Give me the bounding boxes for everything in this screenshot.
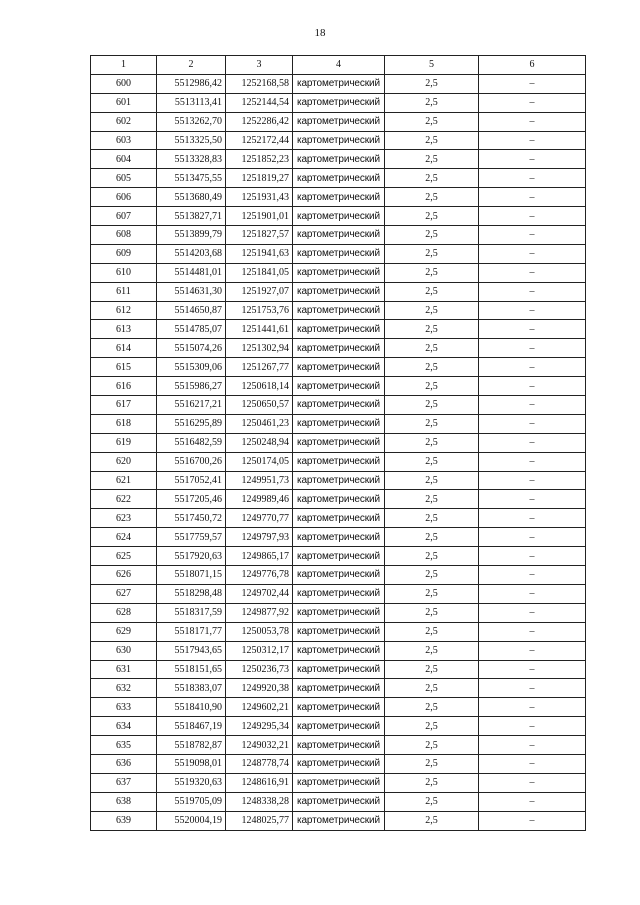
y-coordinate-cell: 1251753,76 <box>226 301 293 320</box>
x-coordinate-cell: 5514631,30 <box>157 282 226 301</box>
y-coordinate-cell: 1251901,01 <box>226 207 293 226</box>
point-number-cell: 627 <box>91 584 157 603</box>
table-row <box>91 339 586 358</box>
table-row <box>91 717 586 736</box>
accuracy-cell: 2,5 <box>385 244 479 263</box>
accuracy-cell: 2,5 <box>385 717 479 736</box>
method-cell: картометрический <box>293 244 385 263</box>
method-cell: картометрический <box>293 622 385 641</box>
table-row <box>91 471 586 490</box>
method-cell: картометрический <box>293 717 385 736</box>
table-row <box>91 547 586 566</box>
description-cell: – <box>479 698 586 717</box>
point-number-cell: 622 <box>91 490 157 509</box>
point-number-cell: 602 <box>91 112 157 131</box>
accuracy-cell: 2,5 <box>385 452 479 471</box>
x-coordinate-cell: 5514203,68 <box>157 244 226 263</box>
table-row <box>91 622 586 641</box>
accuracy-cell: 2,5 <box>385 282 479 301</box>
x-coordinate-cell: 5514650,87 <box>157 301 226 320</box>
y-coordinate-cell: 1250236,73 <box>226 660 293 679</box>
y-coordinate-cell: 1252144,54 <box>226 93 293 112</box>
column-header: 1 <box>91 56 157 75</box>
point-number-cell: 621 <box>91 471 157 490</box>
table-row <box>91 490 586 509</box>
table-row <box>91 112 586 131</box>
table-row <box>91 226 586 245</box>
y-coordinate-cell: 1251927,07 <box>226 282 293 301</box>
y-coordinate-cell: 1249032,21 <box>226 736 293 755</box>
description-cell: – <box>479 792 586 811</box>
method-cell: картометрический <box>293 490 385 509</box>
description-cell: – <box>479 433 586 452</box>
method-cell: картометрический <box>293 603 385 622</box>
y-coordinate-cell: 1249877,92 <box>226 603 293 622</box>
x-coordinate-cell: 5517450,72 <box>157 509 226 528</box>
column-header: 4 <box>293 56 385 75</box>
method-cell: картометрический <box>293 377 385 396</box>
method-cell: картометрический <box>293 811 385 830</box>
accuracy-cell: 2,5 <box>385 679 479 698</box>
description-cell: – <box>479 622 586 641</box>
description-cell: – <box>479 528 586 547</box>
y-coordinate-cell: 1248778,74 <box>226 754 293 773</box>
description-cell: – <box>479 320 586 339</box>
y-coordinate-cell: 1251302,94 <box>226 339 293 358</box>
accuracy-cell: 2,5 <box>385 339 479 358</box>
point-number-cell: 638 <box>91 792 157 811</box>
table-row <box>91 188 586 207</box>
accuracy-cell: 2,5 <box>385 131 479 150</box>
y-coordinate-cell: 1248616,91 <box>226 773 293 792</box>
table-row <box>91 660 586 679</box>
accuracy-cell: 2,5 <box>385 188 479 207</box>
point-number-cell: 617 <box>91 396 157 415</box>
x-coordinate-cell: 5517759,57 <box>157 528 226 547</box>
method-cell: картометрический <box>293 509 385 528</box>
y-coordinate-cell: 1249702,44 <box>226 584 293 603</box>
description-cell: – <box>479 131 586 150</box>
table-row <box>91 282 586 301</box>
table-row <box>91 263 586 282</box>
description-cell: – <box>479 717 586 736</box>
point-number-cell: 623 <box>91 509 157 528</box>
table-header-row <box>91 56 586 75</box>
point-number-cell: 600 <box>91 74 157 93</box>
y-coordinate-cell: 1251819,27 <box>226 169 293 188</box>
method-cell: картометрический <box>293 754 385 773</box>
table-row <box>91 773 586 792</box>
description-cell: – <box>479 736 586 755</box>
y-coordinate-cell: 1249951,73 <box>226 471 293 490</box>
description-cell: – <box>479 509 586 528</box>
description-cell: – <box>479 754 586 773</box>
point-number-cell: 614 <box>91 339 157 358</box>
method-cell: картометрический <box>293 112 385 131</box>
method-cell: картометрический <box>293 773 385 792</box>
y-coordinate-cell: 1251941,63 <box>226 244 293 263</box>
y-coordinate-cell: 1251841,05 <box>226 263 293 282</box>
description-cell: – <box>479 490 586 509</box>
y-coordinate-cell: 1251827,57 <box>226 226 293 245</box>
x-coordinate-cell: 5518071,15 <box>157 566 226 585</box>
point-number-cell: 618 <box>91 414 157 433</box>
method-cell: картометрический <box>293 150 385 169</box>
description-cell: – <box>479 679 586 698</box>
table-row <box>91 301 586 320</box>
x-coordinate-cell: 5513475,55 <box>157 169 226 188</box>
table-row <box>91 698 586 717</box>
description-cell: – <box>479 207 586 226</box>
description-cell: – <box>479 282 586 301</box>
method-cell: картометрический <box>293 471 385 490</box>
point-number-cell: 615 <box>91 358 157 377</box>
x-coordinate-cell: 5518410,90 <box>157 698 226 717</box>
table-body <box>91 74 586 830</box>
y-coordinate-cell: 1249770,77 <box>226 509 293 528</box>
accuracy-cell: 2,5 <box>385 396 479 415</box>
point-number-cell: 605 <box>91 169 157 188</box>
point-number-cell: 636 <box>91 754 157 773</box>
accuracy-cell: 2,5 <box>385 622 479 641</box>
column-header: 5 <box>385 56 479 75</box>
method-cell: картометрический <box>293 452 385 471</box>
table-row <box>91 414 586 433</box>
method-cell: картометрический <box>293 566 385 585</box>
accuracy-cell: 2,5 <box>385 736 479 755</box>
y-coordinate-cell: 1250312,17 <box>226 641 293 660</box>
point-number-cell: 619 <box>91 433 157 452</box>
page-number: 18 <box>314 27 326 39</box>
point-number-cell: 603 <box>91 131 157 150</box>
table-row <box>91 150 586 169</box>
y-coordinate-cell: 1249602,21 <box>226 698 293 717</box>
description-cell: – <box>479 112 586 131</box>
x-coordinate-cell: 5514481,01 <box>157 263 226 282</box>
point-number-cell: 606 <box>91 188 157 207</box>
y-coordinate-cell: 1251267,77 <box>226 358 293 377</box>
table-row <box>91 641 586 660</box>
table-row <box>91 509 586 528</box>
table-row <box>91 320 586 339</box>
x-coordinate-cell: 5518383,07 <box>157 679 226 698</box>
accuracy-cell: 2,5 <box>385 301 479 320</box>
x-coordinate-cell: 5518298,48 <box>157 584 226 603</box>
description-cell: – <box>479 811 586 830</box>
description-cell: – <box>479 641 586 660</box>
y-coordinate-cell: 1252168,58 <box>226 74 293 93</box>
method-cell: картометрический <box>293 679 385 698</box>
method-cell: картометрический <box>293 414 385 433</box>
point-number-cell: 613 <box>91 320 157 339</box>
description-cell: – <box>479 414 586 433</box>
x-coordinate-cell: 5515986,27 <box>157 377 226 396</box>
x-coordinate-cell: 5518171,77 <box>157 622 226 641</box>
y-coordinate-cell: 1249865,17 <box>226 547 293 566</box>
accuracy-cell: 2,5 <box>385 584 479 603</box>
description-cell: – <box>479 660 586 679</box>
accuracy-cell: 2,5 <box>385 150 479 169</box>
accuracy-cell: 2,5 <box>385 207 479 226</box>
method-cell: картометрический <box>293 131 385 150</box>
method-cell: картометрический <box>293 226 385 245</box>
x-coordinate-cell: 5519320,63 <box>157 773 226 792</box>
y-coordinate-cell: 1251441,61 <box>226 320 293 339</box>
x-coordinate-cell: 5512986,42 <box>157 74 226 93</box>
method-cell: картометрический <box>293 207 385 226</box>
x-coordinate-cell: 5513325,50 <box>157 131 226 150</box>
table-row <box>91 452 586 471</box>
accuracy-cell: 2,5 <box>385 509 479 528</box>
x-coordinate-cell: 5513680,49 <box>157 188 226 207</box>
point-number-cell: 609 <box>91 244 157 263</box>
y-coordinate-cell: 1248025,77 <box>226 811 293 830</box>
x-coordinate-cell: 5513328,83 <box>157 150 226 169</box>
y-coordinate-cell: 1250618,14 <box>226 377 293 396</box>
method-cell: картометрический <box>293 169 385 188</box>
table-row <box>91 679 586 698</box>
point-number-cell: 610 <box>91 263 157 282</box>
accuracy-cell: 2,5 <box>385 93 479 112</box>
method-cell: картометрический <box>293 282 385 301</box>
column-header: 3 <box>226 56 293 75</box>
description-cell: – <box>479 188 586 207</box>
table-row <box>91 244 586 263</box>
point-number-cell: 634 <box>91 717 157 736</box>
table-row <box>91 358 586 377</box>
accuracy-cell: 2,5 <box>385 377 479 396</box>
y-coordinate-cell: 1250461,23 <box>226 414 293 433</box>
method-cell: картометрический <box>293 660 385 679</box>
y-coordinate-cell: 1251931,43 <box>226 188 293 207</box>
point-number-cell: 601 <box>91 93 157 112</box>
accuracy-cell: 2,5 <box>385 433 479 452</box>
description-cell: – <box>479 547 586 566</box>
accuracy-cell: 2,5 <box>385 320 479 339</box>
x-coordinate-cell: 5513899,79 <box>157 226 226 245</box>
coordinates-table <box>90 55 586 831</box>
table-row <box>91 377 586 396</box>
description-cell: – <box>479 603 586 622</box>
description-cell: – <box>479 566 586 585</box>
x-coordinate-cell: 5517052,41 <box>157 471 226 490</box>
point-number-cell: 612 <box>91 301 157 320</box>
x-coordinate-cell: 5515309,06 <box>157 358 226 377</box>
x-coordinate-cell: 5520004,19 <box>157 811 226 830</box>
accuracy-cell: 2,5 <box>385 490 479 509</box>
x-coordinate-cell: 5513113,41 <box>157 93 226 112</box>
table-row <box>91 603 586 622</box>
description-cell: – <box>479 339 586 358</box>
method-cell: картометрический <box>293 698 385 717</box>
y-coordinate-cell: 1250053,78 <box>226 622 293 641</box>
table-row <box>91 528 586 547</box>
accuracy-cell: 2,5 <box>385 603 479 622</box>
method-cell: картометрический <box>293 792 385 811</box>
y-coordinate-cell: 1249776,78 <box>226 566 293 585</box>
point-number-cell: 632 <box>91 679 157 698</box>
method-cell: картометрический <box>293 188 385 207</box>
point-number-cell: 624 <box>91 528 157 547</box>
accuracy-cell: 2,5 <box>385 792 479 811</box>
column-header: 2 <box>157 56 226 75</box>
y-coordinate-cell: 1249797,93 <box>226 528 293 547</box>
y-coordinate-cell: 1252286,42 <box>226 112 293 131</box>
point-number-cell: 626 <box>91 566 157 585</box>
method-cell: картометрический <box>293 320 385 339</box>
description-cell: – <box>479 471 586 490</box>
point-number-cell: 608 <box>91 226 157 245</box>
table-row <box>91 396 586 415</box>
accuracy-cell: 2,5 <box>385 566 479 585</box>
description-cell: – <box>479 263 586 282</box>
y-coordinate-cell: 1251852,23 <box>226 150 293 169</box>
point-number-cell: 629 <box>91 622 157 641</box>
description-cell: – <box>479 452 586 471</box>
table-row <box>91 169 586 188</box>
accuracy-cell: 2,5 <box>385 754 479 773</box>
point-number-cell: 604 <box>91 150 157 169</box>
accuracy-cell: 2,5 <box>385 358 479 377</box>
x-coordinate-cell: 5518151,65 <box>157 660 226 679</box>
table-row <box>91 93 586 112</box>
x-coordinate-cell: 5518317,59 <box>157 603 226 622</box>
y-coordinate-cell: 1249295,34 <box>226 717 293 736</box>
y-coordinate-cell: 1250174,05 <box>226 452 293 471</box>
accuracy-cell: 2,5 <box>385 414 479 433</box>
x-coordinate-cell: 5519098,01 <box>157 754 226 773</box>
description-cell: – <box>479 358 586 377</box>
accuracy-cell: 2,5 <box>385 74 479 93</box>
y-coordinate-cell: 1248338,28 <box>226 792 293 811</box>
point-number-cell: 628 <box>91 603 157 622</box>
point-number-cell: 625 <box>91 547 157 566</box>
accuracy-cell: 2,5 <box>385 263 479 282</box>
description-cell: – <box>479 396 586 415</box>
accuracy-cell: 2,5 <box>385 773 479 792</box>
point-number-cell: 631 <box>91 660 157 679</box>
method-cell: картометрический <box>293 641 385 660</box>
y-coordinate-cell: 1250248,94 <box>226 433 293 452</box>
x-coordinate-cell: 5519705,09 <box>157 792 226 811</box>
description-cell: – <box>479 244 586 263</box>
point-number-cell: 611 <box>91 282 157 301</box>
table-row <box>91 74 586 93</box>
x-coordinate-cell: 5515074,26 <box>157 339 226 358</box>
description-cell: – <box>479 150 586 169</box>
method-cell: картометрический <box>293 301 385 320</box>
x-coordinate-cell: 5516217,21 <box>157 396 226 415</box>
point-number-cell: 637 <box>91 773 157 792</box>
accuracy-cell: 2,5 <box>385 112 479 131</box>
accuracy-cell: 2,5 <box>385 226 479 245</box>
description-cell: – <box>479 226 586 245</box>
table-row <box>91 811 586 830</box>
description-cell: – <box>479 377 586 396</box>
point-number-cell: 630 <box>91 641 157 660</box>
point-number-cell: 639 <box>91 811 157 830</box>
x-coordinate-cell: 5517920,63 <box>157 547 226 566</box>
table-row <box>91 736 586 755</box>
point-number-cell: 635 <box>91 736 157 755</box>
accuracy-cell: 2,5 <box>385 169 479 188</box>
table-row <box>91 754 586 773</box>
method-cell: картометрический <box>293 547 385 566</box>
table-row <box>91 566 586 585</box>
x-coordinate-cell: 5518782,87 <box>157 736 226 755</box>
x-coordinate-cell: 5517943,65 <box>157 641 226 660</box>
accuracy-cell: 2,5 <box>385 641 479 660</box>
x-coordinate-cell: 5517205,46 <box>157 490 226 509</box>
accuracy-cell: 2,5 <box>385 811 479 830</box>
method-cell: картометрический <box>293 396 385 415</box>
x-coordinate-cell: 5513827,71 <box>157 207 226 226</box>
table-row <box>91 584 586 603</box>
point-number-cell: 633 <box>91 698 157 717</box>
y-coordinate-cell: 1249989,46 <box>226 490 293 509</box>
table-row <box>91 131 586 150</box>
accuracy-cell: 2,5 <box>385 471 479 490</box>
x-coordinate-cell: 5513262,70 <box>157 112 226 131</box>
method-cell: картометрический <box>293 263 385 282</box>
method-cell: картометрический <box>293 339 385 358</box>
y-coordinate-cell: 1250650,57 <box>226 396 293 415</box>
method-cell: картометрический <box>293 93 385 112</box>
description-cell: – <box>479 169 586 188</box>
accuracy-cell: 2,5 <box>385 660 479 679</box>
method-cell: картометрический <box>293 528 385 547</box>
method-cell: картометрический <box>293 584 385 603</box>
x-coordinate-cell: 5516482,59 <box>157 433 226 452</box>
x-coordinate-cell: 5516700,26 <box>157 452 226 471</box>
method-cell: картометрический <box>293 433 385 452</box>
table-row <box>91 207 586 226</box>
accuracy-cell: 2,5 <box>385 547 479 566</box>
method-cell: картометрический <box>293 74 385 93</box>
x-coordinate-cell: 5516295,89 <box>157 414 226 433</box>
description-cell: – <box>479 74 586 93</box>
accuracy-cell: 2,5 <box>385 698 479 717</box>
description-cell: – <box>479 93 586 112</box>
y-coordinate-cell: 1249920,38 <box>226 679 293 698</box>
point-number-cell: 620 <box>91 452 157 471</box>
description-cell: – <box>479 584 586 603</box>
x-coordinate-cell: 5514785,07 <box>157 320 226 339</box>
table-row <box>91 433 586 452</box>
method-cell: картометрический <box>293 358 385 377</box>
description-cell: – <box>479 301 586 320</box>
point-number-cell: 607 <box>91 207 157 226</box>
point-number-cell: 616 <box>91 377 157 396</box>
y-coordinate-cell: 1252172,44 <box>226 131 293 150</box>
method-cell: картометрический <box>293 736 385 755</box>
column-header: 6 <box>479 56 586 75</box>
accuracy-cell: 2,5 <box>385 528 479 547</box>
table-row <box>91 792 586 811</box>
x-coordinate-cell: 5518467,19 <box>157 717 226 736</box>
description-cell: – <box>479 773 586 792</box>
